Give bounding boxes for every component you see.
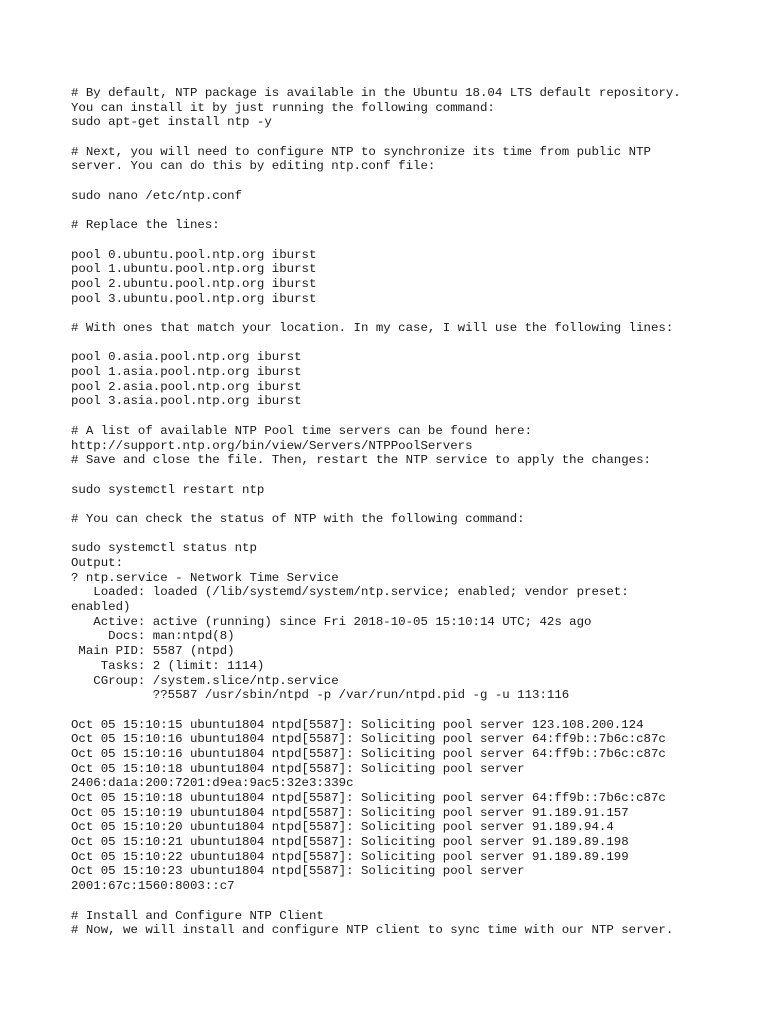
text-line: pool 1.asia.pool.ntp.org iburst bbox=[71, 365, 302, 380]
text-line: sudo systemctl restart ntp bbox=[71, 482, 265, 497]
text-line: ? ntp.service - Network Time Service bbox=[71, 570, 339, 585]
text-line: 2001:67c:1560:8003::c7 bbox=[71, 879, 235, 894]
text-line: pool 3.asia.pool.ntp.org iburst bbox=[71, 394, 302, 409]
text-line: # Replace the lines: bbox=[71, 218, 220, 233]
text-line: Oct 05 15:10:16 ubuntu1804 ntpd[5587]: Soliciting pool server 64:ff9b::7b6c:c87c bbox=[71, 732, 666, 747]
text-line: # Next, you will need to configure NTP to synchronize its time from public NTP bbox=[71, 144, 651, 159]
text-line: # Save and close the file. Then, restart the NTP service to apply the changes: bbox=[71, 453, 651, 468]
text-line: pool 2.ubuntu.pool.ntp.org iburst bbox=[71, 276, 317, 291]
text-line: 2406:da1a:200:7201:d9ea:9ac5:32e3:339c bbox=[71, 776, 354, 791]
text-line: pool 0.ubuntu.pool.ntp.org iburst bbox=[71, 247, 317, 262]
blank-line bbox=[71, 409, 751, 424]
text-line: http://support.ntp.org/bin/view/Servers/NTPPoolServers bbox=[71, 438, 473, 453]
text-line: # You can check the status of NTP with the following command: bbox=[71, 511, 525, 526]
text-line: # Install and Configure NTP Client bbox=[71, 908, 324, 923]
blank-line bbox=[71, 130, 751, 145]
text-line: pool 0.asia.pool.ntp.org iburst bbox=[71, 350, 302, 365]
blank-line bbox=[71, 894, 751, 909]
blank-line bbox=[71, 233, 751, 248]
text-line: # By default, NTP package is available in the Ubuntu 18.04 LTS default repository. bbox=[71, 86, 681, 100]
text-line: Loaded: loaded (/lib/systemd/system/ntp.service; enabled; vendor preset: bbox=[71, 585, 629, 600]
blank-line bbox=[71, 468, 751, 483]
text-line: Oct 05 15:10:19 ubuntu1804 ntpd[5587]: Soliciting pool server 91.189.91.157 bbox=[71, 805, 629, 820]
text-line: Oct 05 15:10:21 ubuntu1804 ntpd[5587]: Soliciting pool server 91.189.89.198 bbox=[71, 835, 629, 850]
text-line: Active: active (running) since Fri 2018-10-05 15:10:14 UTC; 42s ago bbox=[71, 614, 592, 629]
text-line: ??5587 /usr/sbin/ntpd -p /var/run/ntpd.pid -g -u 113:116 bbox=[71, 688, 570, 703]
text-line: pool 1.ubuntu.pool.ntp.org iburst bbox=[71, 262, 317, 277]
text-line: Oct 05 15:10:18 ubuntu1804 ntpd[5587]: Soliciting pool server 64:ff9b::7b6c:c87c bbox=[71, 791, 666, 805]
text-line: Tasks: 2 (limit: 1114) bbox=[71, 658, 265, 673]
text-line: server. You can do this by editing ntp.conf file: bbox=[71, 159, 436, 174]
text-line: Docs: man:ntpd(8) bbox=[71, 629, 235, 644]
text-line: enabled) bbox=[71, 600, 131, 615]
text-line: You can install it by just running the following command: bbox=[71, 100, 495, 115]
text-line: sudo nano /etc/ntp.conf bbox=[71, 188, 243, 203]
text-line: CGroup: /system.slice/ntp.service bbox=[71, 673, 339, 688]
text-line: Output: bbox=[71, 556, 124, 570]
blank-line bbox=[71, 497, 751, 512]
document-page bbox=[71, 86, 751, 938]
text-line: Main PID: 5587 (ntpd) bbox=[71, 644, 235, 659]
text-line: Oct 05 15:10:18 ubuntu1804 ntpd[5587]: Soliciting pool server bbox=[71, 761, 525, 776]
text-line: Oct 05 15:10:15 ubuntu1804 ntpd[5587]: Soliciting pool server 123.108.200.124 bbox=[71, 717, 644, 732]
blank-line bbox=[71, 204, 751, 219]
blank-line bbox=[71, 703, 751, 718]
text-line: Oct 05 15:10:20 ubuntu1804 ntpd[5587]: Soliciting pool server 91.189.94.4 bbox=[71, 820, 614, 835]
text-line: Oct 05 15:10:16 ubuntu1804 ntpd[5587]: Soliciting pool server 64:ff9b::7b6c:c87c bbox=[71, 746, 666, 761]
text-line: pool 3.ubuntu.pool.ntp.org iburst bbox=[71, 291, 317, 306]
blank-line bbox=[71, 174, 751, 189]
blank-line bbox=[71, 306, 751, 321]
text-line: # Now, we will install and configure NTP client to sync time with our NTP server. bbox=[71, 923, 674, 938]
text-line: Oct 05 15:10:22 ubuntu1804 ntpd[5587]: Soliciting pool server 91.189.89.199 bbox=[71, 849, 629, 864]
text-line: sudo systemctl status ntp bbox=[71, 541, 257, 556]
text-line: sudo apt-get install ntp -y bbox=[71, 115, 272, 130]
text-line: pool 2.asia.pool.ntp.org iburst bbox=[71, 379, 302, 394]
blank-line bbox=[71, 336, 751, 351]
text-line: # With ones that match your location. In my case, I will use the following lines: bbox=[71, 321, 674, 335]
blank-line bbox=[71, 527, 751, 542]
text-line: Oct 05 15:10:23 ubuntu1804 ntpd[5587]: Soliciting pool server bbox=[71, 864, 525, 879]
text-line: # A list of available NTP Pool time servers can be found here: bbox=[71, 423, 533, 438]
